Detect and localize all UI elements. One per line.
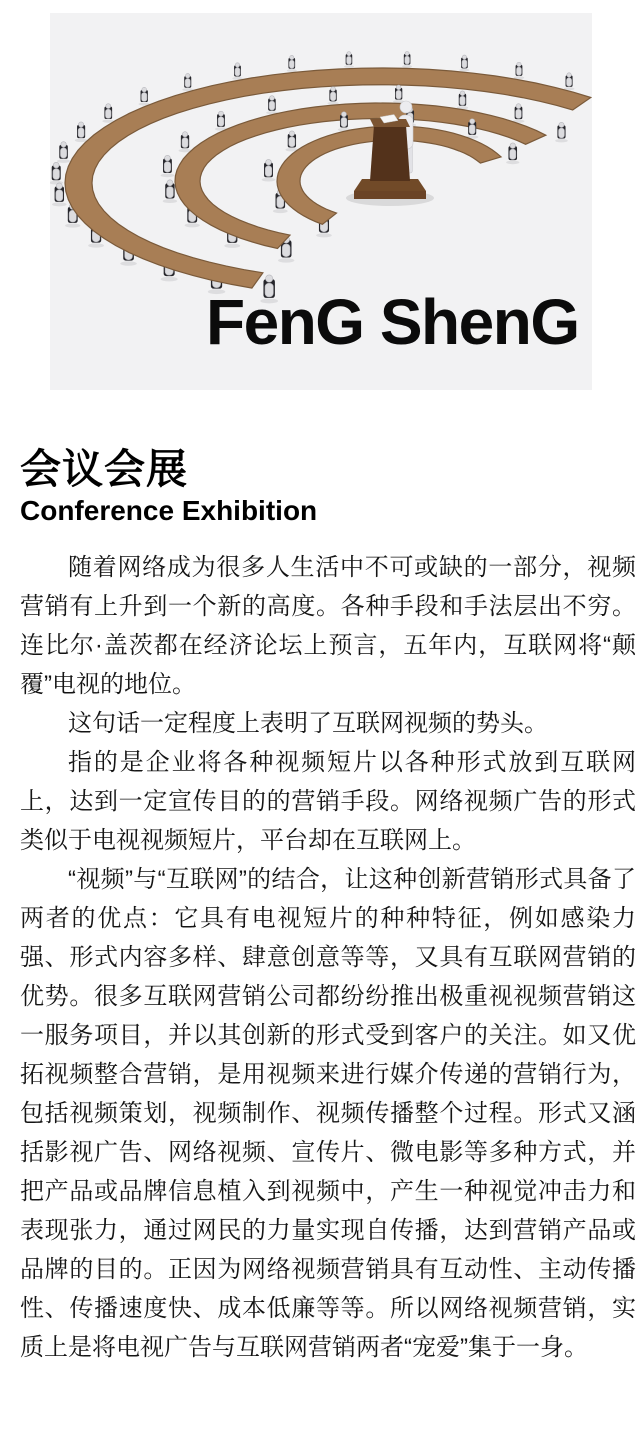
brand-logo-text: FenG ShenG [206, 286, 579, 358]
conference-room-illustration [50, 13, 592, 390]
article [20, 447, 636, 1367]
page [0, 13, 640, 1367]
article-paragraph: 随着网络成为很多人生活中不可或缺的一部分，视频营销有上升到一个新的高度。各种手段和手法层出不穷。连比尔·盖茨都在经济论坛上预言，五年内，互联网将“颠覆”电视的地位。 [20, 553, 636, 698]
page-title-en: Conference Exhibition [20, 494, 318, 526]
article-paragraph: 指的是企业将各种视频短片以各种形式放到互联网上，达到一定宣传目的的营销手段。网络视频广告的形式类似于电视视频短片，平台却在互联网上。 [20, 748, 636, 854]
page-title-zh: 会议会展 [20, 446, 188, 492]
article-paragraph: 这句话一定程度上表明了互联网视频的势头。 [68, 709, 548, 737]
hero-image [50, 13, 592, 390]
article-paragraph: “视频”与“互联网”的结合，让这种创新营销形式具备了两者的优点：它具有电视短片的种种特征，例如感染力强、形式内容多样、肆意创意等等，又具有互联网营销的优势。很多互联网营销公司都纷纷推出极重视视频营销这一服务项目，并以其创新的形式受到客户的关注。如又优拓视频整合营销，是用视频来进行媒介传递的营销行为，包括视频策划，视频制作、视频传播整个过程。形式又涵括影视广告、网络视频、宣传片、微电影等多种方式，并把产品或品牌信息植入到视频中，产生一种视觉冲击力和表现张力，通过网民的力量实现自传播，达到营销产品或品牌的目的。正因为网络视频营销具有互动性、主动传播性、传播速度快、成本低廉等等。所以网络视频营销，实质上是将电视广告与互联网营销两者“宠爱”集于一身。 [20, 865, 636, 1361]
